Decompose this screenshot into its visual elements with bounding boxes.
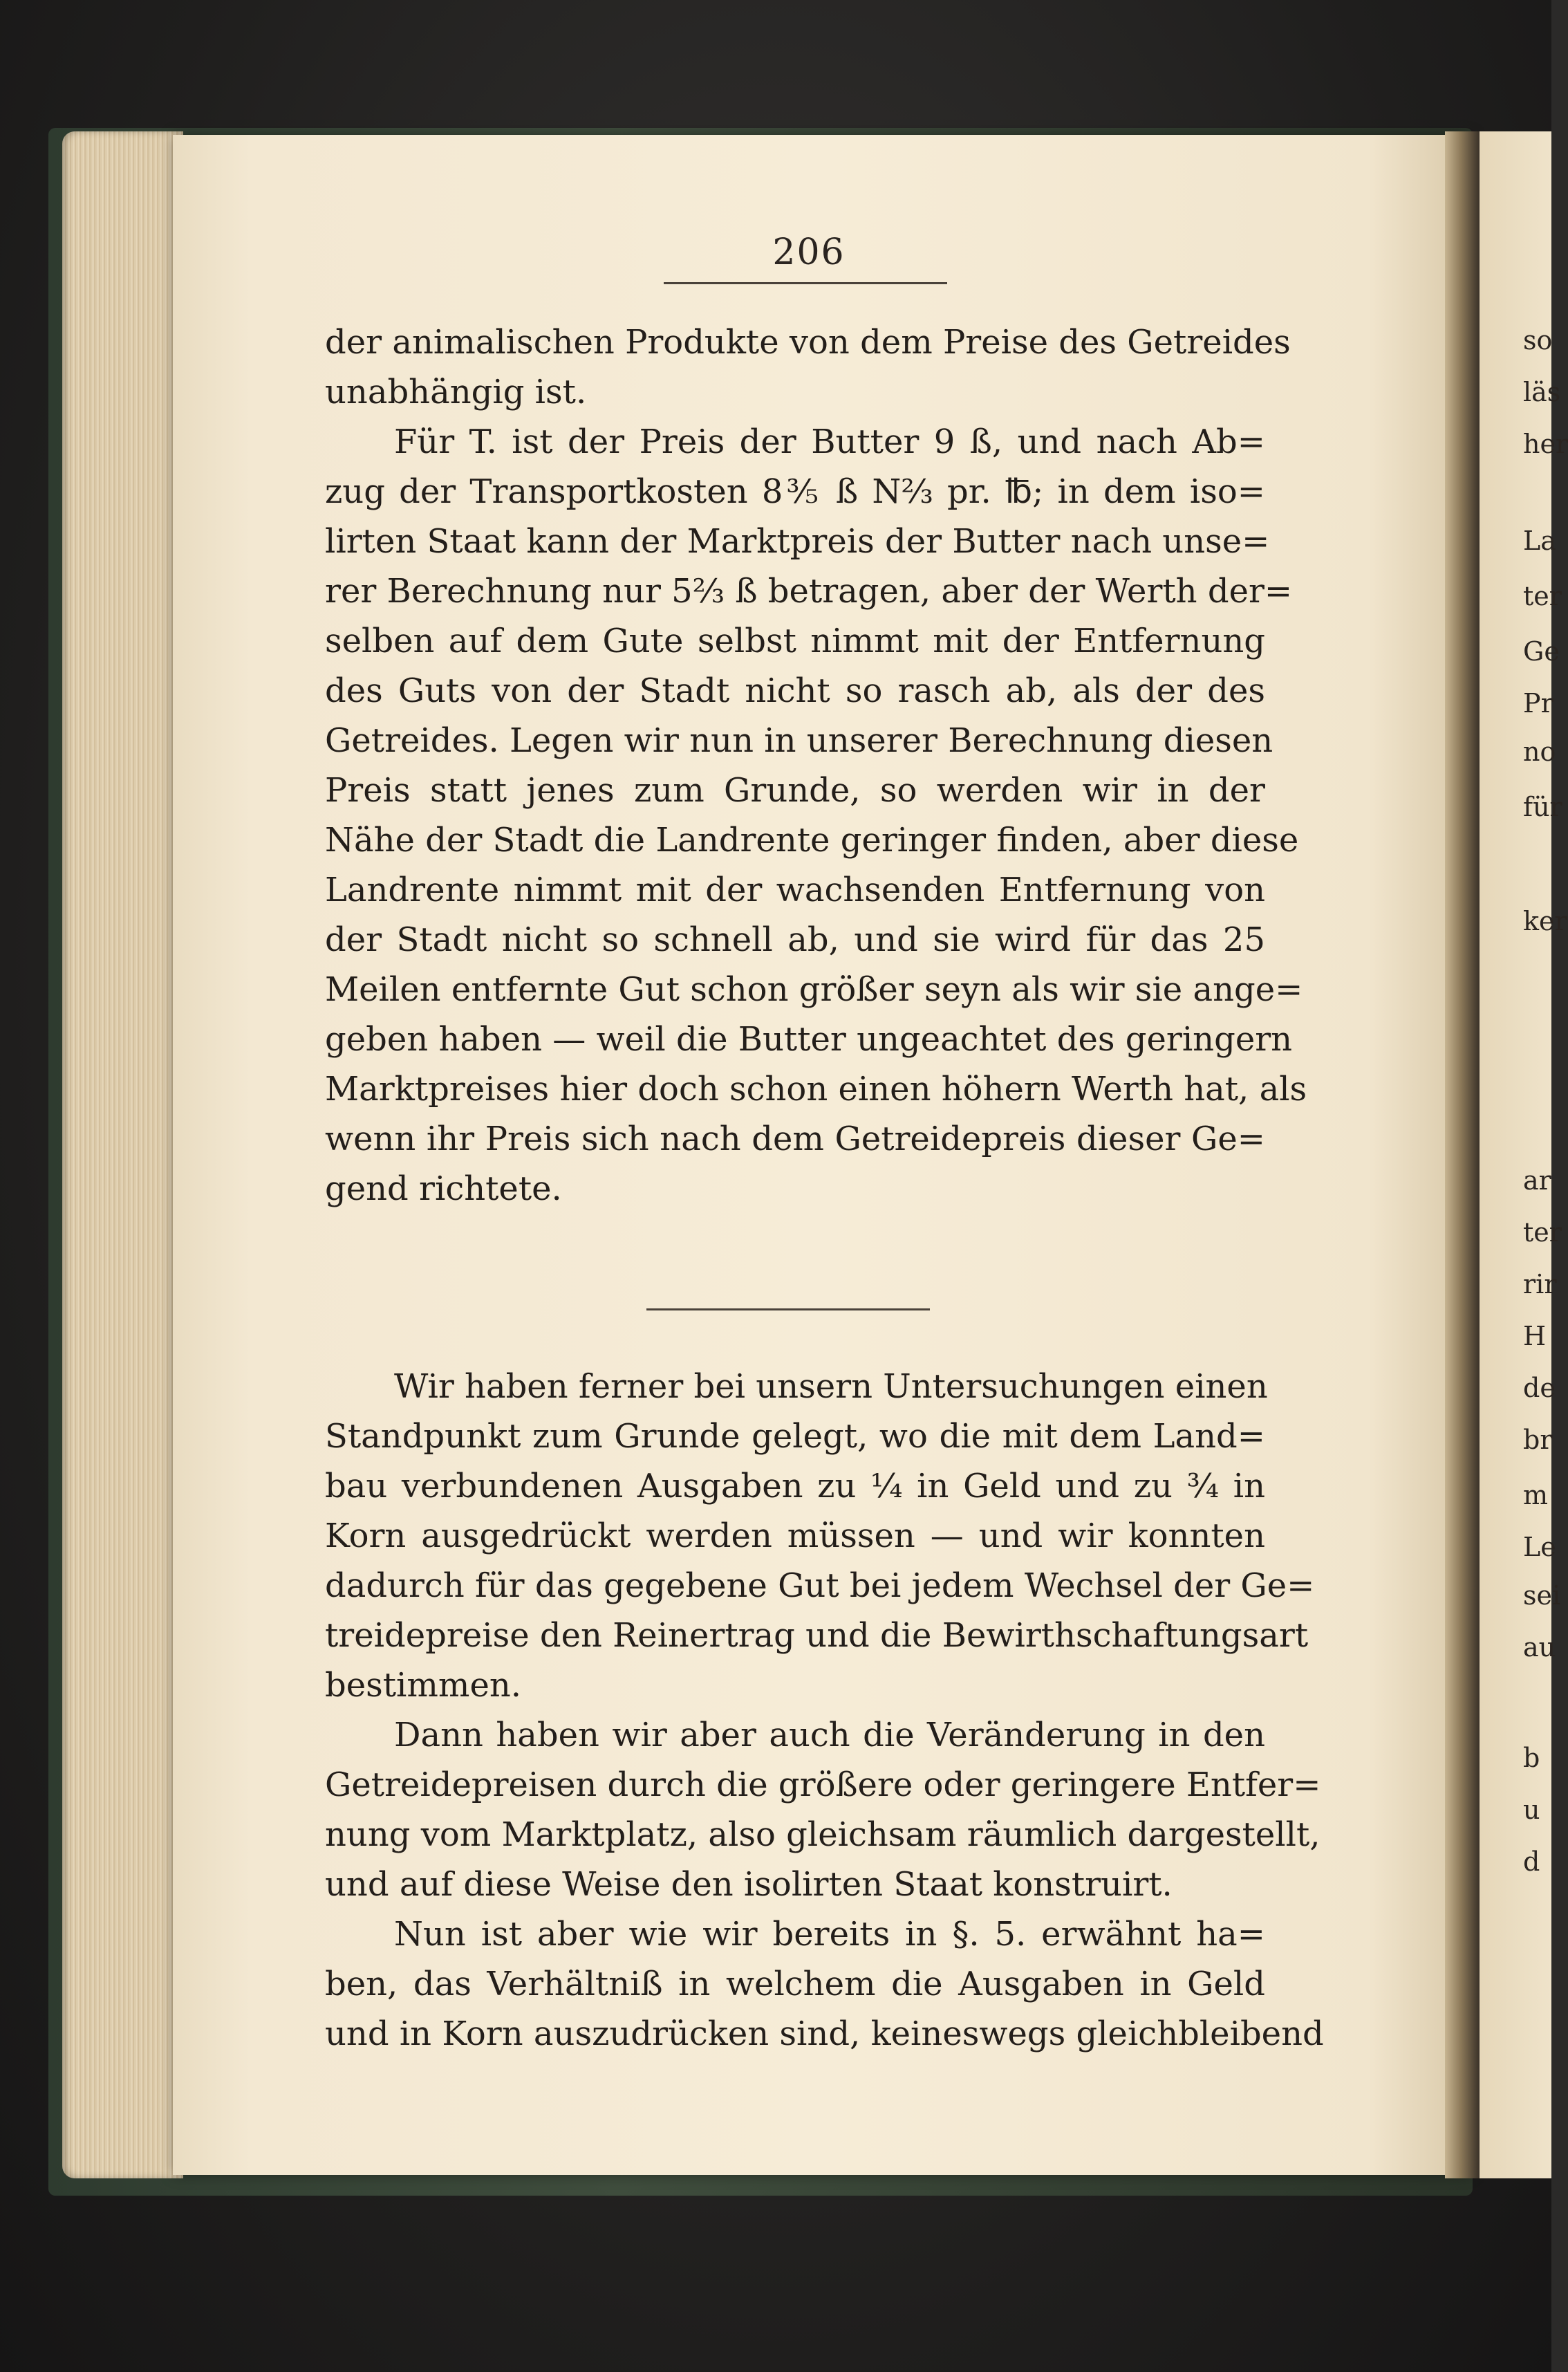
page-number: 206	[772, 232, 846, 273]
facing-page-fragment: ter	[1523, 581, 1562, 611]
facing-page-fragment: ter	[1523, 1217, 1562, 1248]
text-line: Preis statt jenes zum Grunde, so werden wir in der	[325, 771, 1265, 810]
text-line: ben, das Verhältniß in welchem die Ausgaben in Geld	[325, 1965, 1265, 2003]
section-divider	[646, 1308, 930, 1310]
text-line: Dann haben wir aber auch die Veränderung in den	[394, 1716, 1265, 1754]
text-line: geben haben — weil die Butter ungeachtet des geringern	[325, 1020, 1293, 1059]
facing-page-fragment: Le	[1523, 1532, 1556, 1562]
text-line: selben auf dem Gute selbst nimmt mit der Entfernung	[325, 622, 1265, 660]
text-line: Getreides. Legen wir nun in unserer Berechnung diesen	[325, 721, 1273, 760]
facing-page-fragment: au	[1523, 1632, 1556, 1662]
facing-page-fragment: b	[1523, 1743, 1540, 1773]
facing-page-fragment: für	[1523, 792, 1562, 822]
header-rule	[664, 282, 947, 284]
text-line: Korn ausgedrückt werden müssen — und wir konnten	[325, 1517, 1265, 1555]
text-line: Meilen entfernte Gut schon größer seyn als wir sie ange=	[325, 970, 1303, 1009]
text-line: zug der Transportkosten 8⅗ ß N⅔ pr. ℔; in dem iso=	[325, 472, 1265, 511]
text-line: der Stadt nicht so schnell ab, und sie wird für das 25	[325, 920, 1265, 959]
text-line: unabhängig ist.	[325, 373, 587, 411]
facing-page-fragment: ar	[1523, 1165, 1551, 1196]
facing-page-fragment: br	[1523, 1425, 1553, 1455]
facing-page-fragment: sei	[1523, 1580, 1561, 1611]
facing-page-fragment: d	[1523, 1846, 1540, 1877]
text-line: und auf diese Weise den isolirten Staat konstruirt.	[325, 1865, 1173, 1904]
text-line: Standpunkt zum Grunde gelegt, wo die mit dem Land=	[325, 1417, 1265, 1456]
text-line: dadurch für das gegebene Gut bei jedem Wechsel der Ge=	[325, 1566, 1315, 1605]
facing-page-fragment: Pr	[1523, 688, 1553, 719]
text-line: Nun ist aber wie wir bereits in §. 5. erwähnt ha=	[394, 1915, 1265, 1954]
page-edges	[62, 131, 183, 2178]
text-line: wenn ihr Preis sich nach dem Getreidepreis dieser Ge=	[325, 1120, 1265, 1158]
facing-page-fragment: läs	[1523, 377, 1561, 407]
text-line: der animalischen Produkte von dem Preise des Getreides	[325, 323, 1291, 362]
text-line: bestimmen.	[325, 1666, 522, 1705]
facing-page-fragment: ker	[1523, 906, 1567, 936]
facing-page-fragment: her	[1523, 429, 1568, 459]
facing-page-fragment: m	[1523, 1480, 1549, 1510]
text-line: Nähe der Stadt die Landrente geringer finden, aber diese	[325, 821, 1299, 860]
text-line: Marktpreises hier doch schon einen höhern Werth hat, als	[325, 1070, 1307, 1109]
text-line: Für T. ist der Preis der Butter 9 ß, und nach Ab=	[394, 423, 1265, 461]
book-gutter	[1445, 131, 1480, 2178]
facing-page-fragment: no	[1523, 736, 1556, 767]
facing-page-fragment: H	[1523, 1321, 1547, 1351]
text-line: des Guts von der Stadt nicht so rasch ab, als der des	[325, 671, 1265, 710]
facing-page-fragment: rir	[1523, 1269, 1557, 1299]
facing-page-fragment: so	[1523, 325, 1553, 355]
text-line: Wir haben ferner bei unsern Untersuchungen einen	[394, 1367, 1268, 1406]
text-line: rer Berechnung nur 5⅔ ß betragen, aber der Werth der=	[325, 572, 1293, 611]
facing-page-fragment: u	[1523, 1795, 1540, 1825]
text-line: und in Korn auszudrücken sind, keineswegs gleichbleibend	[325, 2014, 1324, 2053]
facing-page-fragment: de	[1523, 1373, 1556, 1403]
text-line: bau verbundenen Ausgaben zu ¼ in Geld und zu ¾ in	[325, 1467, 1265, 1505]
facing-page-fragment: Ge	[1523, 636, 1560, 667]
text-line: lirten Staat kann der Marktpreis der Butter nach unse=	[325, 522, 1270, 561]
facing-page-fragment: La	[1523, 526, 1556, 556]
text-line: gend richtete.	[325, 1169, 562, 1208]
text-line: treidepreise den Reinertrag und die Bewirthschaftungsart	[325, 1616, 1309, 1655]
text-line: Landrente nimmt mit der wachsenden Entfernung von	[325, 871, 1265, 909]
text-line: Getreidepreisen durch die größere oder geringere Entfer=	[325, 1766, 1321, 1804]
text-line: nung vom Marktplatz, also gleichsam räumlich dargestellt,	[325, 1815, 1320, 1854]
